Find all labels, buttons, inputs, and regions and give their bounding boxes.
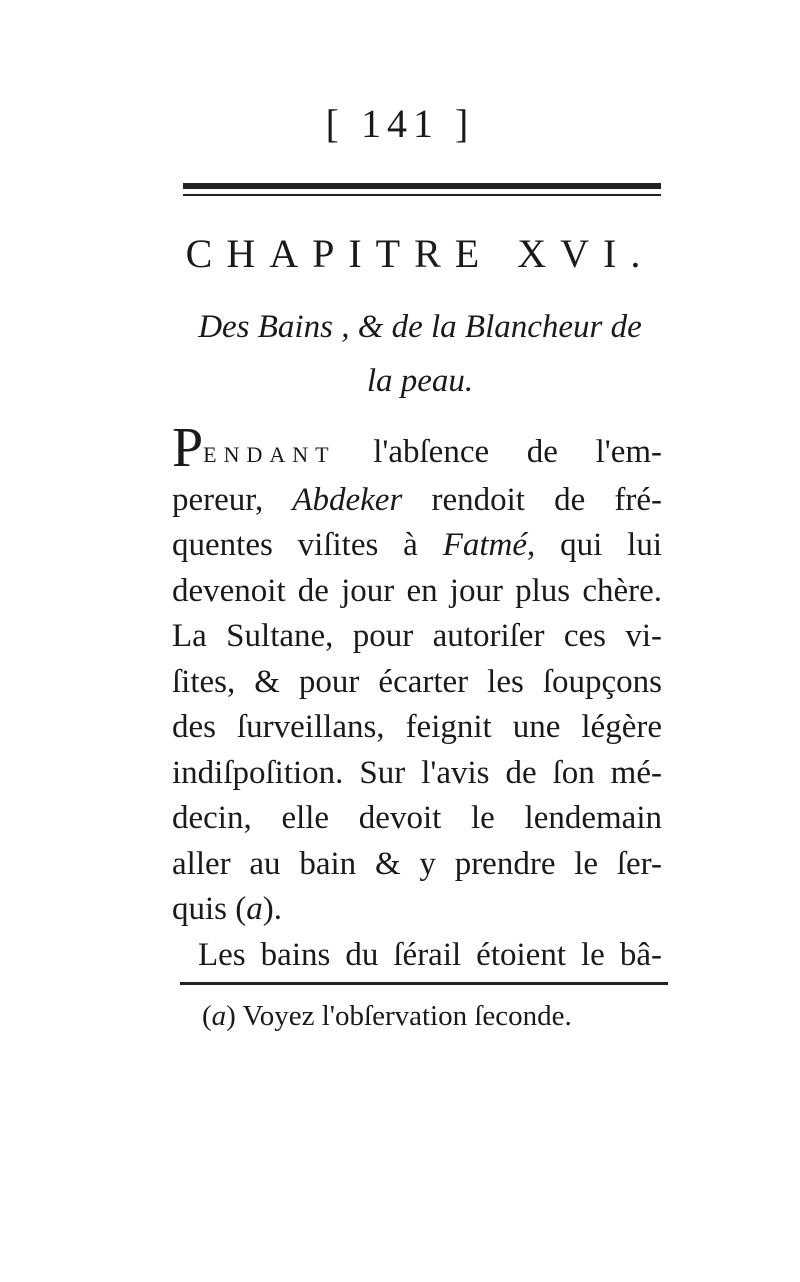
text-line-5: La Sultane, pour autoriſer ces vi- (172, 618, 662, 654)
text-line-2: pereur, Abdeker rendoit de fré- (172, 481, 662, 518)
text-line-10: aller au bain & y prendre le ſer- (172, 845, 662, 882)
text-line-1: PENDANT l'abſence de l'em- (172, 417, 662, 479)
text-line-8: indiſpoſition. Sur l'avis de ſon mé- (172, 754, 662, 791)
name-fatme: Fatmé (442, 527, 528, 563)
header-rule-thick (183, 183, 661, 189)
small-caps-word: ENDANT (203, 442, 336, 467)
page-number: [ 141 ] (325, 101, 475, 146)
footnote-mark: a (211, 1000, 227, 1032)
footnote: (a) Voyez l'obſervation ſeconde. (202, 1000, 572, 1032)
text-line-4: devenoit de jour en jour plus chère. (172, 572, 662, 609)
text-line-9: decin, elle devoit le lendemain (172, 800, 662, 836)
header-rule-thin (183, 194, 661, 196)
footnote-ref: a (246, 891, 263, 927)
text-line-3: quentes viſites à Fatmé, qui lui (172, 527, 662, 563)
subtitle-line-1: Des Bains , & de la Blancheur de (198, 309, 642, 345)
text-line-7: des ſurveillans, feignit une légère (172, 709, 662, 745)
drop-cap: P (172, 417, 204, 479)
chapter-title: CHAPITRE XVI. (185, 231, 655, 276)
body-text (172, 417, 662, 978)
chapter-subtitle (170, 300, 670, 408)
text-line-6: ſites, & pour écarter les ſoupçons (172, 663, 662, 700)
footnote-rule (180, 982, 668, 985)
name-abdeker: Abdeker (292, 481, 403, 518)
subtitle-line-2: la peau. (366, 363, 474, 399)
text-line-11: quis (a). (172, 891, 282, 927)
text-line-12: Les bains du ſérail étoient le bâ- (198, 936, 662, 973)
